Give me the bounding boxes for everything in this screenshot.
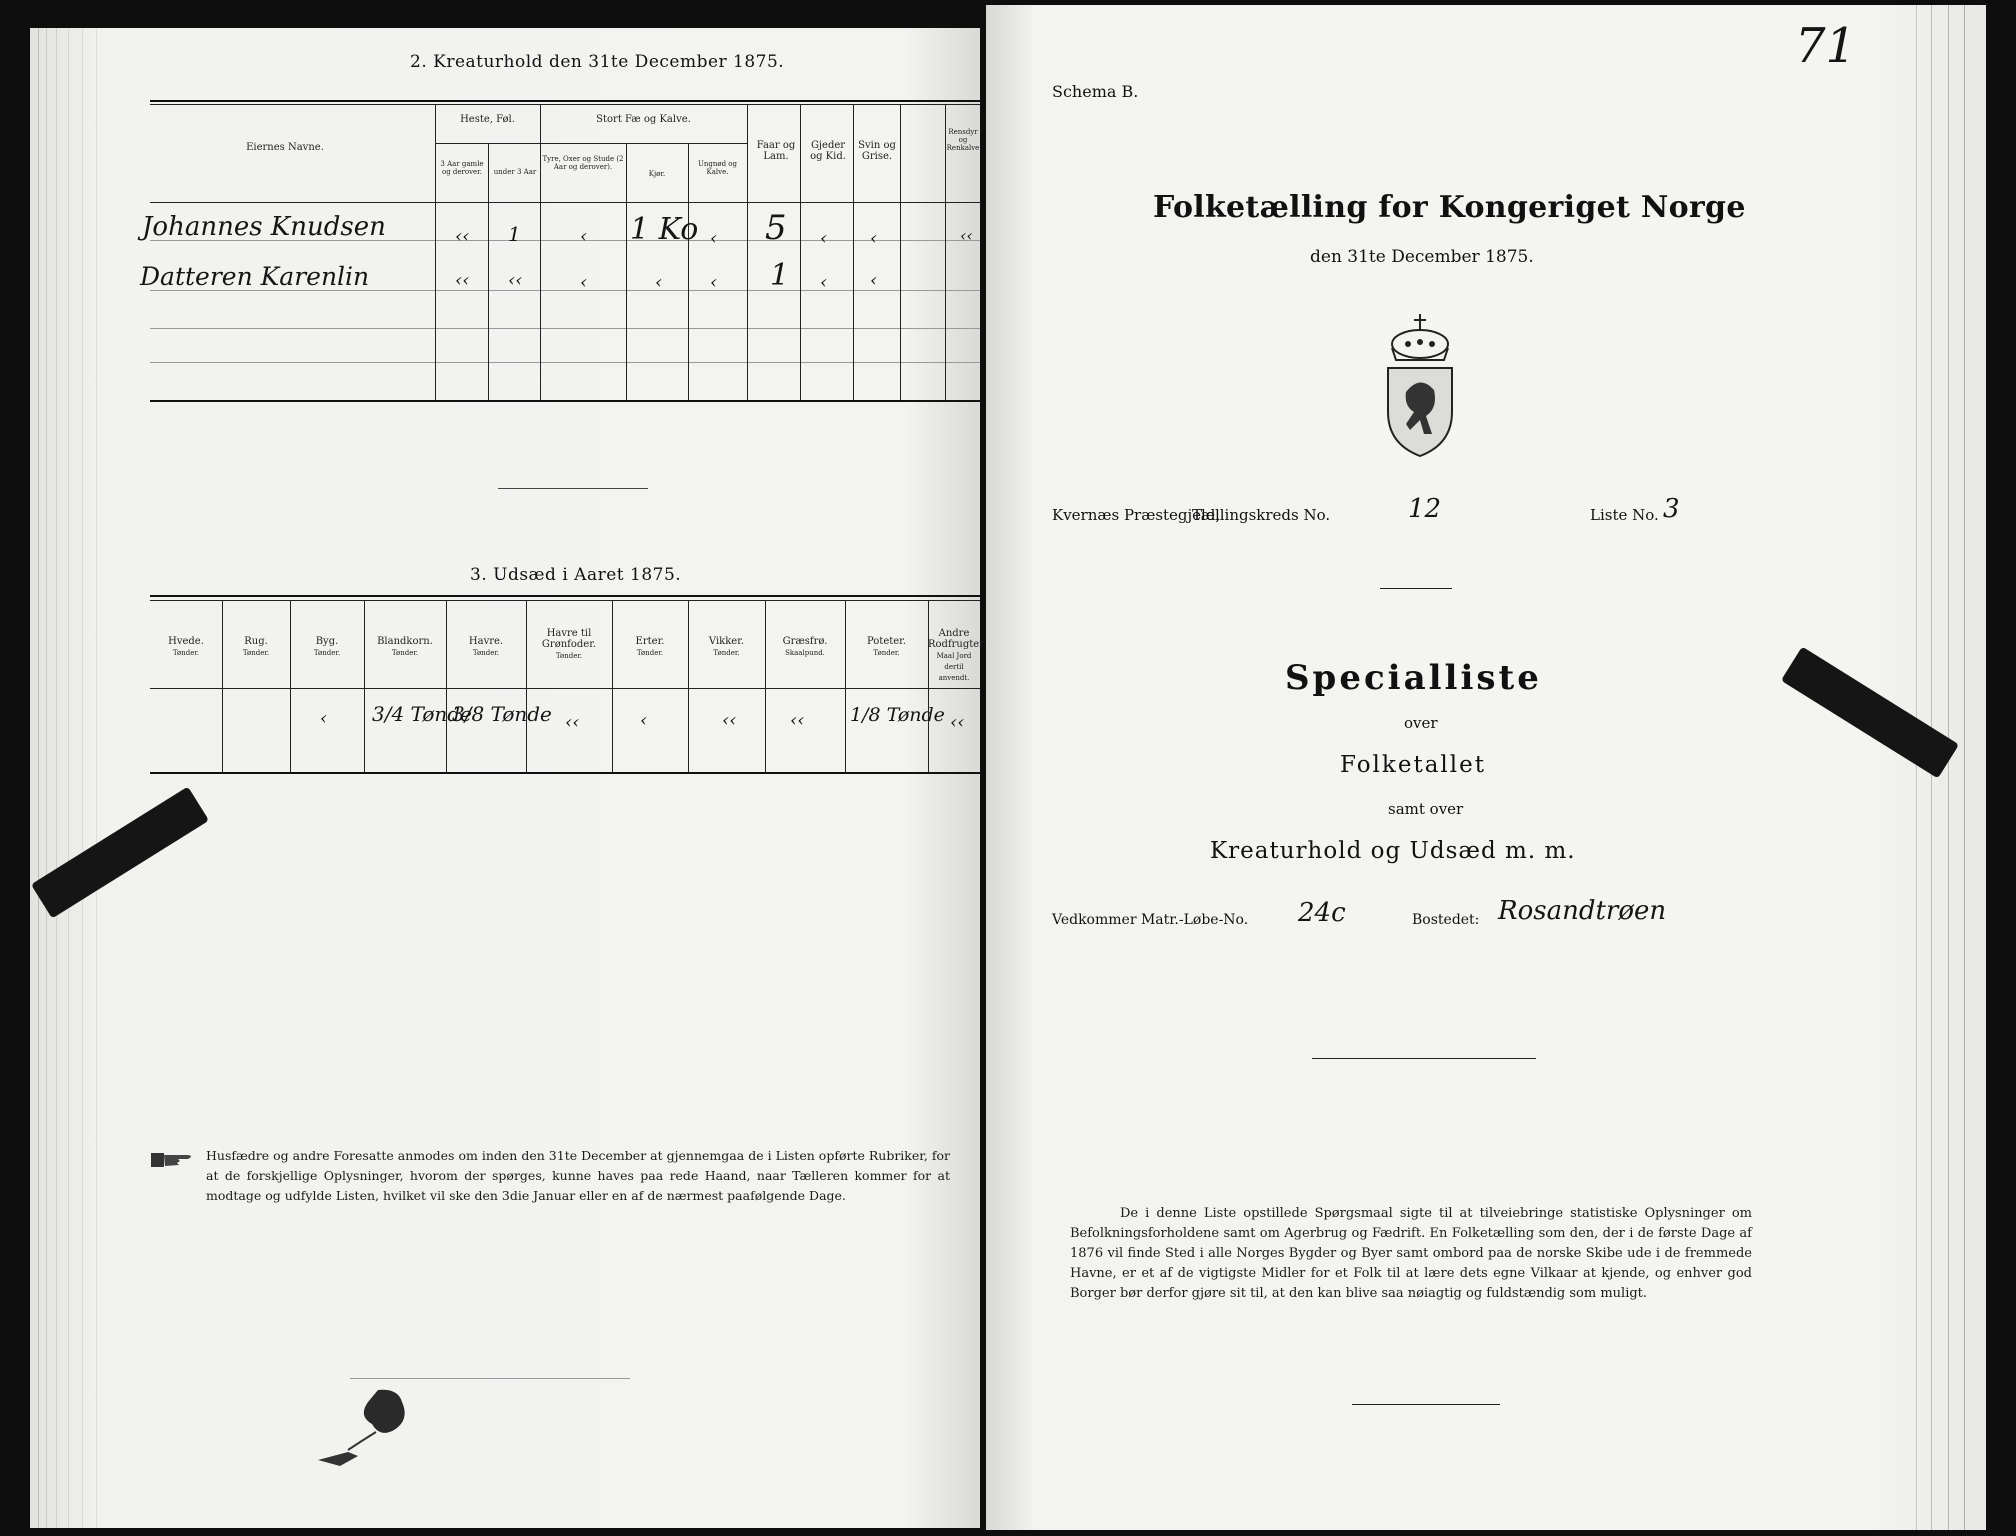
table-col — [688, 143, 689, 400]
signature-rule — [1312, 1058, 1536, 1059]
row2-heste-under3: ‹‹ — [508, 270, 523, 291]
table-col — [290, 600, 291, 772]
kreds-label: Tællingskreds No. — [1192, 506, 1331, 524]
faint-line — [350, 1378, 630, 1379]
header-hvede: Hvede. Tønder. — [168, 636, 204, 657]
table-rule — [150, 772, 980, 774]
header-poteter: Poteter. Tønder. — [866, 636, 907, 657]
table-rule — [150, 328, 980, 329]
notice-text: Husfædre og andre Foresatte anmodes om inden den 31te December at gjennemgaa de i Listen opførte Rubriker, for at de forskjellige Oplysninger, hvorom der spørges, kunne haves paa rede Haand, naar Tælleren kommer for at modtage og udfylde Listen, hvilket vil ske den 3die Januar eller en af de nærmest paafølgende Dage. — [206, 1148, 950, 1203]
page-edge-line — [96, 28, 97, 1528]
page-edge-line — [1948, 5, 1949, 1530]
left-page — [30, 28, 987, 1528]
kreaturhold-text: Kreaturhold og Udsæd m. m. — [1210, 838, 1576, 864]
norwegian-coat-of-arms-icon — [1380, 312, 1460, 458]
page-edge-line — [1964, 5, 1965, 1530]
row1-svin: ‹ — [870, 228, 878, 249]
row1-faar: 5 — [765, 208, 787, 248]
schema-label: Schema B. — [1052, 82, 1139, 101]
form-title: Folketælling for Kongeriget Norge — [1153, 190, 1746, 225]
header-graesfro: Græsfrø. Skaalpund. — [782, 636, 828, 657]
owner-name-row2: Datteren Karenlin — [140, 262, 370, 291]
table-rule — [150, 362, 980, 363]
row1-ungnod: ‹ — [710, 228, 718, 249]
table-col — [688, 600, 689, 772]
samt-over-text: samt over — [1388, 800, 1464, 818]
page-edge-line — [68, 28, 69, 1528]
table-rule — [150, 400, 980, 402]
page-edge-line — [46, 28, 47, 1528]
table-rule — [435, 143, 747, 144]
row2-svin: ‹ — [870, 270, 878, 291]
row1-heste-3aar: ‹‹ — [455, 226, 470, 247]
liste-label: Liste No. — [1590, 506, 1659, 524]
table-col — [626, 143, 627, 400]
table-col — [446, 600, 447, 772]
row2-kjor: ‹ — [655, 272, 663, 293]
udsaed-vikker: ‹‹ — [722, 710, 737, 731]
udsaed-byg: ‹ — [320, 708, 328, 729]
udsaed-poteter: 1/8 Tønde — [850, 704, 945, 726]
row1-gjeder: ‹ — [820, 228, 828, 249]
header-havre: Havre. Tønder. — [468, 636, 504, 657]
matr-value: 24c — [1298, 898, 1346, 928]
header-heste-3aar: 3 Aar gamle og derover. — [440, 160, 484, 176]
header-ungnod: Ungnød og Kalve. — [697, 160, 737, 176]
liste-value: 3 — [1663, 494, 1680, 524]
table-rule — [150, 688, 980, 689]
row2-ungnod: ‹ — [710, 272, 718, 293]
header-andre-rodfrugter: Andre Rodfrugter. Maal Jord dertil anvendt. — [928, 628, 987, 682]
table-rule — [150, 104, 980, 105]
header-faar: Faar og Lam. — [756, 140, 796, 162]
over-text: over — [1404, 714, 1438, 732]
row1-tyre: ‹ — [580, 226, 588, 247]
section2-title: 2. Kreaturhold den 31te December 1875. — [410, 52, 785, 72]
header-kjor: Kjør. — [648, 170, 666, 178]
header-blandkorn: Blandkorn. Tønder. — [377, 636, 433, 657]
table-col — [900, 104, 901, 400]
section3-title: 3. Udsæd i Aaret 1875. — [470, 565, 682, 585]
table-col — [526, 600, 527, 772]
table-rule — [150, 202, 980, 203]
header-vikker: Vikker. Tønder. — [708, 636, 745, 657]
table-col — [800, 104, 801, 400]
header-svin: Svin og Grise. — [858, 140, 896, 162]
header-havre-gronfoder: Havre til Grønfoder. Tønder. — [541, 628, 597, 660]
udsaed-graesfro: ‹‹ — [790, 710, 805, 731]
folketallet-text: Folketallet — [1340, 752, 1486, 778]
header-gjeder: Gjeder og Kid. — [810, 140, 846, 162]
row1-kjor: 1 Ko — [630, 212, 699, 247]
table-rule — [150, 600, 980, 601]
row2-faar: 1 — [770, 258, 790, 293]
table-col — [612, 600, 613, 772]
header-owner: Eiernes Navne. — [246, 142, 324, 153]
bosted-label: Bostedet: — [1412, 912, 1480, 928]
header-rug: Rug. Tønder. — [242, 636, 270, 657]
table-col — [747, 104, 748, 400]
row1-rensdyr: ‹‹ — [960, 226, 973, 245]
table-rule — [150, 595, 980, 597]
short-rule — [1380, 588, 1452, 589]
udsaed-blandkorn: 3/4 Tønde — [372, 702, 472, 726]
header-heste-under3: under 3 Aar — [493, 168, 537, 176]
table-col — [845, 600, 846, 772]
table-col — [928, 600, 929, 772]
owner-name-row1: Johannes Knudsen — [142, 212, 386, 242]
kreds-value: 12 — [1408, 494, 1442, 524]
separator-line — [498, 488, 648, 489]
specialliste-heading: Specialliste — [1285, 658, 1542, 698]
udsaed-andre: ‹‹ — [950, 712, 965, 733]
table-col — [765, 600, 766, 772]
header-stort-fae: Stort Fæ og Kalve. — [596, 114, 691, 125]
bosted-value: Rosandtrøen — [1498, 896, 1667, 926]
footer-text: De i denne Liste opstillede Spørgsmaal sigte til at tilveiebringe statistiske Oplysninger om Befolkningsforholdene samt om Agerbrug og Fædrift. En Folketælling som den, der i de første Dage af 1876 vil finde Sted i alle Norges Bygder og Byer samt ombord paa de norske Skibe ude i de fremmede Havne, er et af de vigtigste Midler for et Folk til at lære dets egne Vilkaar at kjende, og enhver god Borger bør derfor gjøre sit til, at den kan blive saa nøiagtig og fuldstændig som muligt. — [1070, 1206, 1752, 1301]
header-erter: Erter. Tønder. — [635, 636, 665, 657]
page-edge-line — [38, 28, 39, 1528]
table-col — [222, 600, 223, 772]
udsaed-erter: ‹ — [640, 710, 648, 731]
header-rensdyr: Rensdyr og Renkalve — [946, 128, 980, 152]
header-byg: Byg. Tønder. — [313, 636, 341, 657]
row1-heste-under3: 1 — [508, 222, 521, 246]
table-col — [488, 143, 489, 400]
table-col — [853, 104, 854, 400]
table-col — [540, 104, 541, 400]
page-edge-line — [56, 28, 57, 1528]
udsaed-havre: 3/8 Tønde — [452, 702, 552, 726]
form-date: den 31te December 1875. — [1310, 247, 1534, 267]
closing-rule — [1352, 1404, 1500, 1405]
page-number: 71 — [1795, 18, 1857, 74]
header-heste: Heste, Føl. — [460, 114, 515, 125]
row2-gjeder: ‹ — [820, 272, 828, 293]
ink-blot — [318, 1380, 428, 1475]
table-col — [435, 104, 436, 400]
pointing-hand-icon — [150, 1148, 196, 1172]
table-col — [364, 600, 365, 772]
matr-label: Vedkommer Matr.-Løbe-No. — [1052, 912, 1249, 928]
table-rule — [150, 100, 980, 102]
page-edge-line — [1916, 5, 1917, 1530]
udsaed-havre-gronfoder: ‹‹ — [565, 712, 580, 733]
row2-heste-3aar: ‹‹ — [455, 270, 470, 291]
header-tyre: Tyre, Oxer og Stude (2 Aar og derover). — [542, 155, 624, 171]
row2-tyre: ‹ — [580, 272, 588, 293]
page-edge-line — [82, 28, 83, 1528]
prestegjeld-label: Kvernæs Præstegjeld, — [1052, 506, 1221, 524]
